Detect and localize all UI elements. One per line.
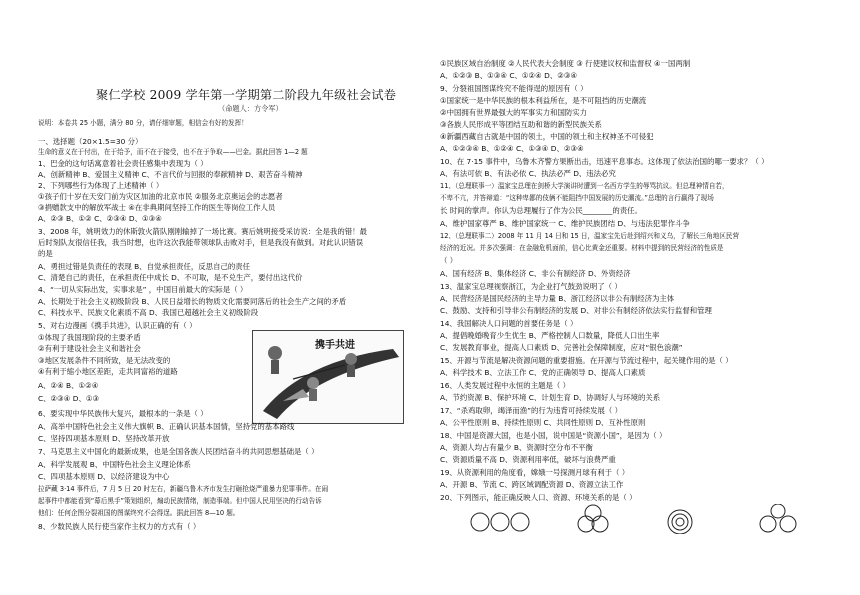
question-12-line-3: （ ）	[440, 256, 458, 265]
cartoon-image	[252, 330, 404, 424]
question-13-options-cd: C、鼓励、支持和引导非公有制经济的发展 D、对非公有制经济依法实行监督和管理	[440, 306, 712, 315]
question-5-statement-3: ③地区发展条件不同所致，是无法改变的	[38, 356, 171, 365]
diagram-option-b	[578, 505, 608, 532]
question-14: 14、我国解决人口问题的首要任务是（ ）	[440, 319, 578, 328]
question-10-options: A、有法可依 B、有法必依 C、执法必严 D、违法必究	[440, 169, 616, 178]
exam-title: 聚仁学校 2009 学年第一学期第二阶段九年级社会试卷	[96, 88, 397, 102]
diagram-option-c	[668, 510, 692, 534]
question-4-options-ab: A、长期处于社会主义初级阶段 B、人民日益增长的物质文化需要同落后的社会生产之间的矛盾	[38, 297, 347, 306]
cartoon-title: 携手共进	[315, 340, 355, 351]
question-20-diagrams	[468, 504, 828, 534]
question-3-options-cd: C、清楚自己的责任，在承担责任中成长 D、不可取，是不兑生产，要付出这代价	[38, 273, 303, 282]
question-17-options: A、公平性原则 B、持续性原则 C、共同性原则 D、互补性原则	[440, 418, 646, 427]
question-7-options-ab: A、科学发展观 B、中国特色社会主义理论体系	[38, 460, 191, 469]
question-13-options-ab: A、民营经济是国民经济的主导力量 B、浙江经济以非公有制经济为主体	[440, 294, 675, 303]
question-11-line-3: 长 时间的掌声。你认为总理履行了作为公民________的责任。	[440, 206, 642, 215]
question-5-options-ab: A、②④ B、①②④	[38, 381, 99, 390]
question-4: 4、“一切从实际出发，实事求是” ，中国目前最大的实际是（ ）	[38, 285, 248, 294]
question-16: 16、人类发展过程中永恒的主题是（ ）	[440, 381, 571, 390]
passage-line-3: 他们：任何企图分裂祖国的图谋终究不会得逞。据此回答 8—10 题。	[38, 509, 240, 517]
question-2: 2、下列哪些行为体现了上述精神（ ）	[38, 181, 164, 190]
question-5-options-cd: C、②③④ D、①③	[38, 394, 100, 403]
question-14-options-cd: C、发展教育事业，提高人口素质 D、完善社会保障制度，应对“银色浪潮”	[440, 343, 683, 352]
question-5: 5、对右边漫画《携手共进》，认识正确的有（ ）	[38, 321, 197, 330]
question-6-options-ab: A、高举中国特色社会主义伟大旗帜 B、正确认识基本国情，坚持党的基本路线	[38, 422, 295, 431]
question-11-line-2: 不卑不亢，并答辩道：“这种卑鄙的伎俩不能阻挡中国发展的历史潮流。”总理的言行赢得了现场	[440, 194, 714, 202]
question-16-options: A、节约资源 B、保护环境 C、计划生育 D、协调好人与环境的关系	[440, 393, 661, 402]
question-9-statement-4: ④新疆西藏自古就是中国的领土，中国的领土和主权神圣不可侵犯	[440, 132, 654, 141]
question-4-options-cd: C、科技水平、民族文化素质不高 D、我国已超越社会主义初级阶段	[38, 308, 259, 317]
question-5-statement-2: ②有利于建设社会主义和谐社会	[38, 344, 141, 353]
question-12-line-2: 经济的近况。并多次强调：在金融危机面前，信心比黄金还重要。材料中提到的民营经济的性质是	[440, 244, 724, 252]
question-3-options-ab: A、勇担过错是负责任的表现 B、自觉承担责任，反思自己的责任	[38, 262, 251, 271]
question-13: 13、温家宝总理视察浙江，为企业打气鼓劲说明了（ ）	[440, 282, 622, 291]
exam-author: （命题人：方令军）	[218, 104, 283, 113]
question-2-statements-b: ③捐赠款支中的解放军战士 ④在非典期间坚持工作的医生等岗位工作人员	[38, 203, 276, 212]
question-8-options: A、①②③ B、①③④ C、①②④ D、②③④	[440, 71, 578, 80]
question-15: 15、开源与节流是解决资源问题的重要措施。在开源与节流过程中，起关键作用的是（ ）	[440, 356, 733, 365]
question-9: 9、分裂祖国图谋终究不能得逞的原因有（ ）	[440, 84, 588, 93]
diagram-option-d	[760, 504, 796, 532]
question-11-line-1: 11、（总理联事一）温家宝总理在剑桥大学演讲时遭到一名西方学生的辱骂抗议。但总理神情自若，	[440, 182, 729, 190]
question-3-line-2: 后时刻队友很信任我，我当时想，也许这次我能带领球队击败对手，但是我没有做到。对此认识错误	[38, 238, 364, 247]
question-19-options: A、开源 B、节流 C、跨区域调配资源 D、资源立法工作	[440, 480, 624, 489]
question-15-options: A、科学技术 B、立法工作 C、党的正确领导 D、提高人口素质	[440, 368, 646, 377]
question-14-options-ab: A、提倡晚婚晚育少生优生 B、严格控制人口数量，降低人口出生率	[440, 331, 660, 340]
question-8: 8、少数民族人民行使当家作主权力的方式有（ ）	[38, 522, 201, 531]
question-2-options: A、②③ B、①② C、②③④ D、①③④	[38, 214, 162, 223]
question-20: 20、下列图示，能正确反映人口、资源、环境关系的是（ ）	[440, 493, 637, 502]
question-9-statement-2: ②中国拥有世界最强大的军事实力和国防实力	[440, 108, 588, 117]
question-10: 10、在 7·15 事件中，乌鲁木齐警方果断出击，迅速平息事态。这体现了依法治国的哪一要求？（ ）	[440, 157, 769, 166]
question-9-statement-3: ③各族人民形成平等团结互助和谐的新型民族关系	[440, 120, 602, 129]
question-18-options-ab: A、资源人均占有量少 B、资源时空分布不平衡	[440, 443, 593, 452]
question-1: 1、巴金的这句话寓意着社会责任感集中表现为（ ）	[38, 159, 208, 168]
question-6-options-cd: C、坚持四项基本原则 D、坚持改革开放	[38, 434, 170, 443]
question-9-statement-1: ①国家统一是中华民族的根本利益所在，是不可阻挡的历史潮流	[440, 96, 647, 105]
question-1-options: A、创新精神 B、爱国主义精神 C、不言代价与回报的奉献精神 D、艰苦奋斗精神	[38, 170, 303, 179]
diagram-option-a	[471, 513, 529, 531]
question-12-options: A、国有经济 B、集体经济 C、非公有制经济 D、外资经济	[440, 269, 631, 278]
question-7: 7、马克思主义中国化的最新成果，也是全国各族人民团结奋斗的共同思想基础是（ ）	[38, 447, 319, 456]
question-3-line-3: 的是	[38, 249, 53, 258]
question-19: 19、从资源利用的角度看，嫦娥一号探测月球有利于（ ）	[440, 468, 630, 477]
question-6: 6、要实现中华民族伟大复兴，最根本的一条是（ ）	[38, 409, 208, 418]
question-5-statement-1: ①体现了我国现阶段的主要矛盾	[38, 333, 141, 342]
question-2-statements-a: ①孩子们十岁在天安门前为灾区加油的北京市民 ②服务北京奥运会的志愿者	[38, 192, 283, 201]
question-5-statement-4: ④有利于缩小地区差距，走共同富裕的道路	[38, 367, 178, 376]
question-12-line-1: 12、（总理联事二）2008 年 11 月 14 日和 15 日，温家宝先后赴到绍兴和义乌，了解长三角地区民营	[440, 232, 740, 240]
passage-line-2: 起事件中都能看到“幕后黑手”策划组织，煽动民族情绪，制造事端。但中国人民用坚决的行动告诉	[38, 497, 322, 505]
question-9-options: A、①②③④ B、①②④ C、①③④ D、②③④	[440, 144, 584, 153]
passage-intro: 生命的意义在于付出，在于给予，而不在于接受，也不在于争取——巴金。据此回答 1—2 题	[38, 148, 308, 156]
question-18: 18、中国是资源大国，也是小国，说中国是“资源小国”，是因为（ ）	[440, 431, 667, 440]
passage-line-1: 拉萨藏 3·14 事件后，7 月 5 日 20 时左右，新疆乌鲁木齐市发生打砸抢烧严重暴力犯罪事件。在闹	[38, 485, 329, 493]
question-7-options-cd: C、四项基本原则 D、以经济建设为中心	[38, 472, 170, 481]
section-heading: 一、选择题（20×1.5=30 分）	[38, 137, 143, 146]
question-18-options-cd: C、资源质量不高 D、资源利用率低，破坏与浪费严重	[440, 455, 616, 464]
question-11-options: A、维护国家尊严 B、维护国家统一 C、维护民族团结 D、与违法犯罪作斗争	[440, 219, 690, 228]
instructions: 说明：本卷共 25 小题，满分 80 分，请仔细审题，相信会有好的发挥！	[38, 119, 248, 127]
question-8-statements: ①民族区域自治制度 ②人民代表大会制度 ③ 行使建议权和监督权 ④一国两制	[440, 59, 691, 68]
question-17: 17、“杀鸡取卵，竭泽而渔”的行为违背可持续发展（ ）	[440, 406, 623, 415]
question-3-line-1: 3、2008 年，姚明效力的休斯敦火箭队刚刚输掉了一场比赛。赛后姚明接受采访说：全是我的错！最	[38, 227, 367, 236]
